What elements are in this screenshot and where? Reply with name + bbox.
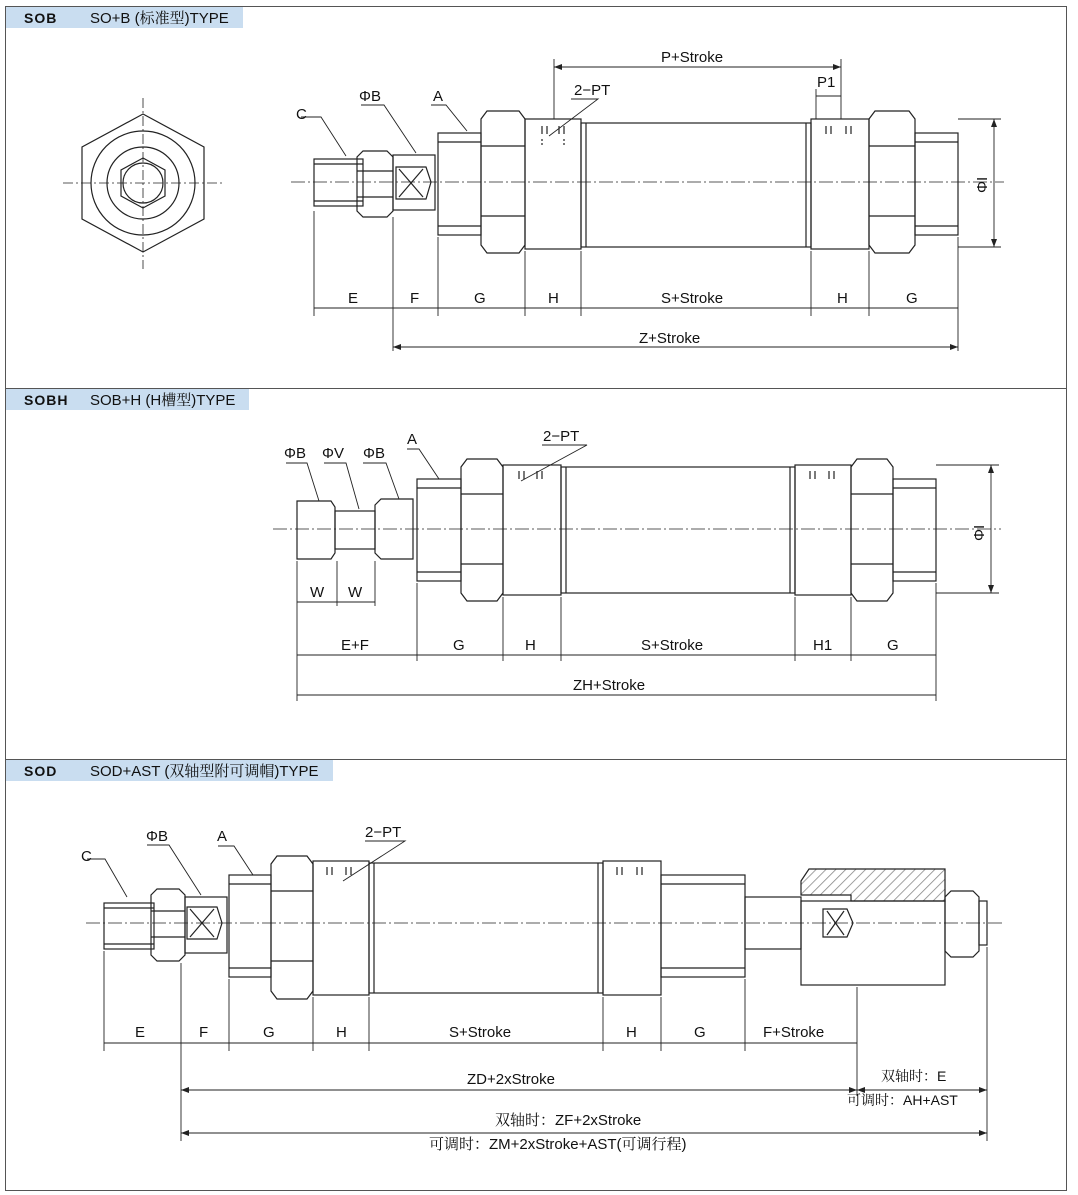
sobh-drawing bbox=[6, 389, 1068, 761]
label-phi-i: ΦI bbox=[974, 176, 991, 193]
panel-sob bbox=[5, 6, 1067, 389]
label-c: C bbox=[296, 106, 307, 123]
label-phi-i: ΦI bbox=[971, 524, 988, 541]
label-phi-b: ΦB bbox=[146, 828, 168, 845]
label-f: F bbox=[199, 1024, 209, 1041]
label-h: H bbox=[525, 637, 536, 654]
rear-cap bbox=[661, 875, 745, 977]
front-cap bbox=[417, 479, 461, 581]
label-h: H bbox=[336, 1024, 347, 1041]
section-code: SOB bbox=[24, 9, 58, 26]
label-g: G bbox=[906, 290, 918, 307]
section-code: SOBH bbox=[24, 391, 69, 408]
label-w: W bbox=[348, 584, 363, 601]
label-h: H bbox=[837, 290, 848, 307]
label-phi-b: ΦB bbox=[363, 445, 385, 462]
label-phi-v: ΦV bbox=[322, 445, 344, 462]
cylinder-barrel bbox=[581, 123, 811, 247]
label-p-stroke: P+Stroke bbox=[661, 49, 724, 66]
label-zh-stroke: ZH+Stroke bbox=[573, 677, 646, 694]
panel-sod bbox=[5, 759, 1067, 1191]
label-s-stroke: S+Stroke bbox=[641, 637, 704, 654]
front-head bbox=[503, 465, 561, 595]
rear-head bbox=[603, 861, 661, 995]
piston-rod bbox=[185, 897, 227, 953]
label-f-stroke: F+Stroke bbox=[763, 1024, 825, 1041]
section-type-label: SOD+AST (双轴型附可调帽)TYPE bbox=[90, 763, 319, 780]
piston-rod bbox=[393, 155, 435, 210]
label-zd-stroke: ZD+2xStroke bbox=[467, 1071, 555, 1088]
mounting-nut-front bbox=[461, 459, 503, 601]
rod-nut bbox=[357, 151, 393, 217]
rear-cap bbox=[893, 479, 936, 581]
label-2-pt: 2−PT bbox=[574, 82, 611, 99]
piston-rod-thread bbox=[104, 903, 154, 949]
rod-nut bbox=[151, 889, 185, 961]
label-e-f: E+F bbox=[341, 637, 369, 654]
label-2-pt: 2−PT bbox=[365, 824, 402, 841]
label-g: G bbox=[474, 290, 486, 307]
end-view bbox=[63, 98, 225, 269]
rear-cap bbox=[915, 133, 958, 235]
label-2-pt: 2−PT bbox=[543, 428, 580, 445]
label-c: C bbox=[81, 848, 92, 865]
label-f: F bbox=[410, 290, 420, 307]
label-zm-stroke: 可调时：ZM+2xStroke+AST(可调行程) bbox=[429, 1136, 687, 1153]
label-dual-e: 双轴时：E bbox=[881, 1068, 947, 1084]
label-a: A bbox=[407, 431, 418, 448]
label-h1: H1 bbox=[813, 637, 833, 654]
rear-head bbox=[795, 465, 851, 595]
sod-drawing bbox=[6, 760, 1068, 1192]
label-z-stroke: Z+Stroke bbox=[639, 330, 701, 347]
label-g: G bbox=[453, 637, 465, 654]
label-e: E bbox=[135, 1024, 146, 1041]
label-h: H bbox=[626, 1024, 637, 1041]
label-g: G bbox=[694, 1024, 706, 1041]
rear-lock-nut bbox=[945, 891, 987, 957]
label-g: G bbox=[887, 637, 899, 654]
label-h: H bbox=[548, 290, 559, 307]
label-a: A bbox=[433, 88, 444, 105]
label-e: E bbox=[348, 290, 359, 307]
label-s-stroke: S+Stroke bbox=[449, 1024, 512, 1041]
label-zf-stroke: 双轴时：ZF+2xStroke bbox=[495, 1112, 642, 1129]
label-p1: P1 bbox=[817, 74, 836, 91]
label-phi-b: ΦB bbox=[359, 88, 381, 105]
label-phi-b: ΦB bbox=[284, 445, 306, 462]
label-g: G bbox=[263, 1024, 275, 1041]
section-type-label: SOB+H (H槽型)TYPE bbox=[90, 392, 236, 409]
front-cap bbox=[438, 133, 481, 235]
panel-sobh bbox=[5, 388, 1067, 760]
label-w: W bbox=[310, 584, 325, 601]
section-code: SOD bbox=[24, 762, 58, 779]
front-head bbox=[313, 861, 369, 995]
mounting-nut-rear bbox=[851, 459, 893, 601]
section-type-label: SO+B (标准型)TYPE bbox=[90, 10, 229, 27]
cylinder-barrel bbox=[561, 467, 795, 593]
mounting-nut-front bbox=[271, 856, 313, 999]
rear-head bbox=[811, 119, 869, 249]
label-s-stroke: S+Stroke bbox=[661, 290, 724, 307]
label-a: A bbox=[217, 828, 228, 845]
label-adjustable-ah: 可调时：AH+AST bbox=[847, 1092, 958, 1108]
cylinder-barrel bbox=[369, 863, 603, 993]
front-head bbox=[525, 119, 581, 249]
piston-rod-thread bbox=[314, 159, 363, 206]
adjustable-cap bbox=[801, 869, 945, 985]
sob-drawing bbox=[6, 7, 1068, 390]
front-cap bbox=[229, 875, 271, 977]
